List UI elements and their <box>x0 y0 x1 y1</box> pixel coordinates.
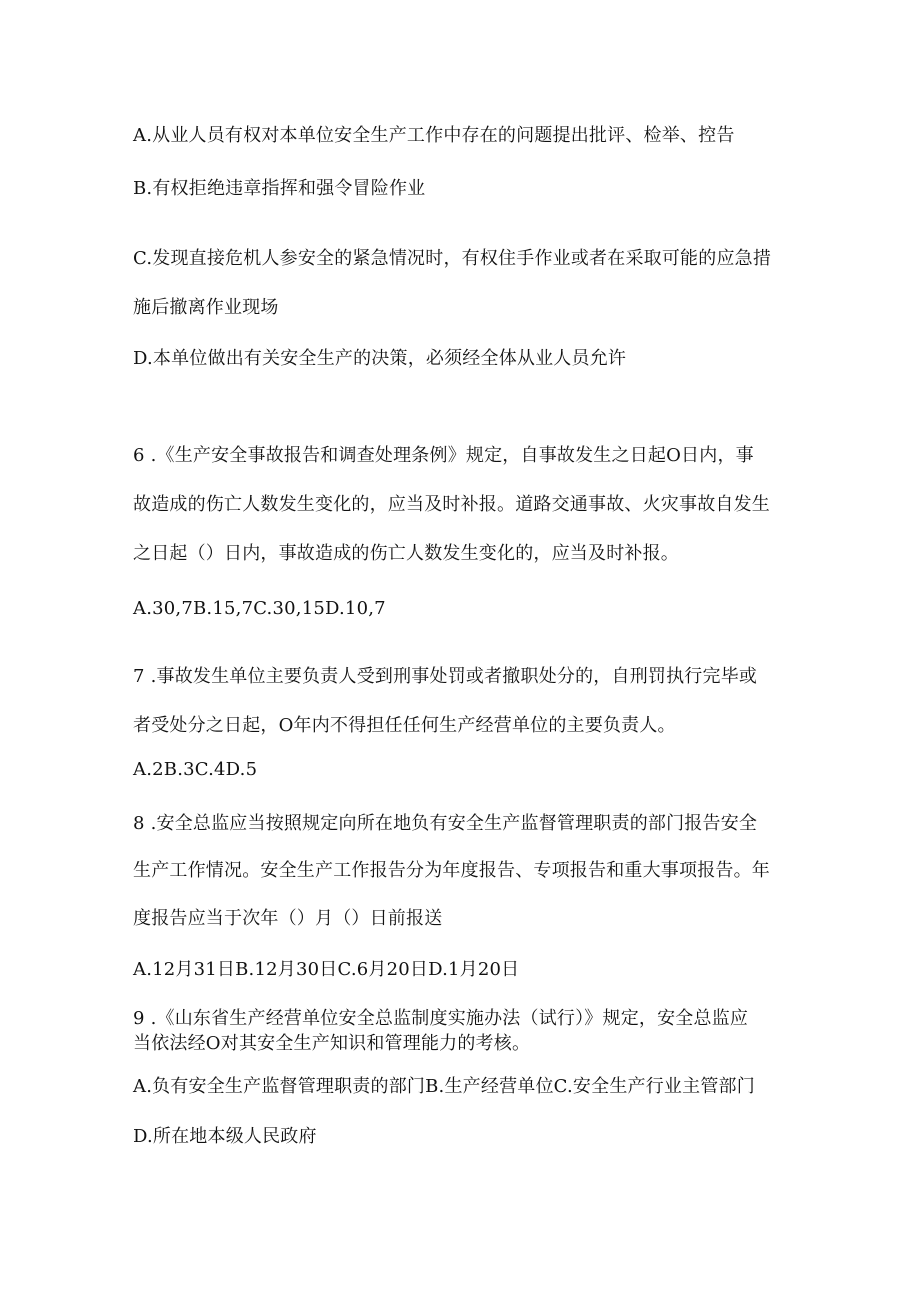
q7-options: A.2B.3C.4D.5 <box>133 759 258 780</box>
q5-option-d: D.本单位做出有关安全生产的决策，必须经全体从业人员允许 <box>133 348 627 369</box>
q5-option-a: A.从业人员有权对本单位安全生产工作中存在的问题提出批评、检举、控告 <box>133 125 735 146</box>
q8-options: A.12月31日B.12月30日C.6月20日D.1月20日 <box>133 959 520 980</box>
q8-text-line3: 度报告应当于次年（）月（）日前报送 <box>133 908 443 929</box>
q9-text-line1: 9 .《山东省生产经营单位安全总监制度实施办法（试行）》规定，安全总监应 <box>133 1008 749 1029</box>
q6-text-line1: 6 .《生产安全事故报告和调查处理条例》规定，自事故发生之日起O日内，事 <box>133 445 754 466</box>
q9-options-line2: D.所在地本级人民政府 <box>133 1126 317 1147</box>
q7-text-line1: 7 .事故发生单位主要负责人受到刑事处罚或者撤职处分的，自刑罚执行完毕或 <box>133 666 758 687</box>
q7-text-line2: 者受处分之日起，O年内不得担任任何生产经营单位的主要负责人。 <box>133 715 676 736</box>
q8-text-line2: 生产工作情况。安全生产工作报告分为年度报告、专项报告和重大事项报告。年 <box>133 860 770 881</box>
q8-text-line1: 8 .安全总监应当按照规定向所在地负有安全生产监督管理职责的部门报告安全 <box>133 813 758 834</box>
q6-options: A.30,7B.15,7C.30,15D.10,7 <box>133 598 386 619</box>
q9-text-line2: 当依法经O对其安全生产知识和管理能力的考核。 <box>133 1033 531 1054</box>
q9-options-line1: A.负有安全生产监督管理职责的部门B.生产经营单位C.安全生产行业主管部门 <box>133 1076 755 1097</box>
q5-option-c-line2: 施后撤离作业现场 <box>133 297 279 318</box>
q5-option-c-line1: C.发现直接危机人参安全的紧急情况时，有权住手作业或者在采取可能的应急措 <box>133 248 772 269</box>
q6-text-line2: 故造成的伤亡人数发生变化的，应当及时补报。道路交通事故、火灾事故自发生 <box>133 494 770 515</box>
q5-option-b: B.有权拒绝违章指挥和强令冒险作业 <box>133 178 426 199</box>
q6-text-line3: 之日起（）日内，事故造成的伤亡人数发生变化的，应当及时补报。 <box>133 543 679 564</box>
